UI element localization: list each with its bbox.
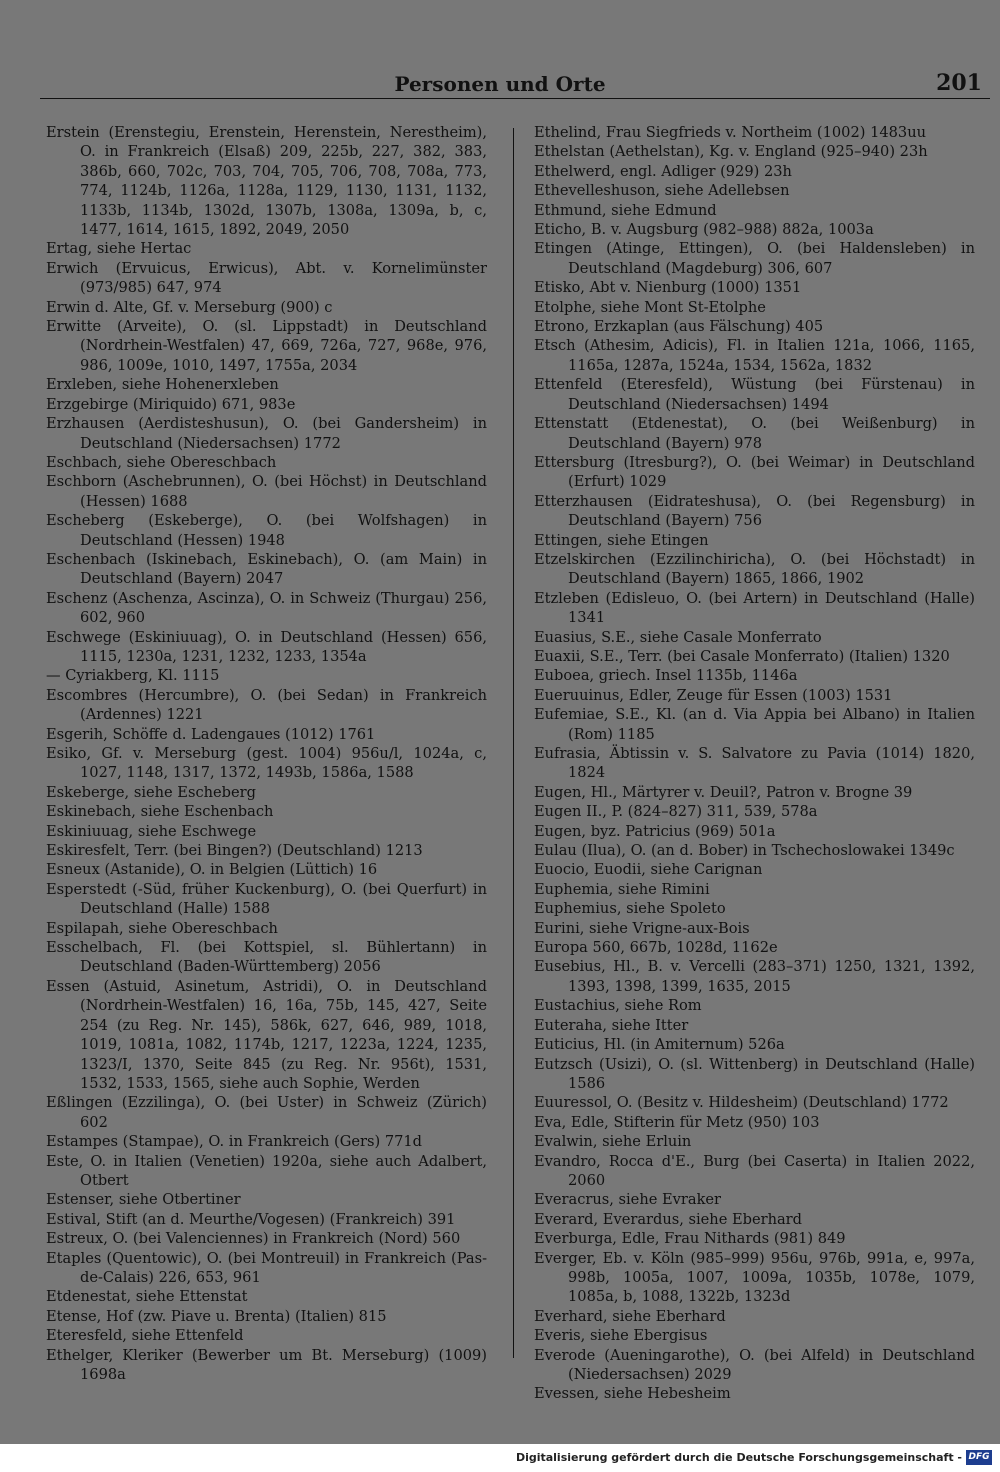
index-entry: Eskinebach, siehe Eschenbach bbox=[46, 803, 274, 821]
index-entry: Escombres (Hercumbre), O. (bei Sedan) in Frankreich (Ardennes) 1221 bbox=[46, 686, 487, 724]
index-column-left bbox=[46, 123, 487, 1384]
index-entry: Estampes (Stampae), O. in Frankreich (Gers) 771d bbox=[46, 1133, 423, 1151]
index-entry: Ettenfeld (Eteresfeld), Wüstung (bei Fürstenau) in Deutschland (Niedersachsen) 1494 bbox=[534, 376, 975, 413]
index-entry: Eßlingen (Ezzilinga), O. (bei Uster) in Schweiz (Zürich) 602 bbox=[46, 1094, 487, 1131]
index-entry: Eufrasia, Äbtissin v. S. Salvatore zu Pavia (1014) 1820, 1824 bbox=[534, 745, 975, 782]
index-entry: Erzhausen (Aerdisteshusun), O. (bei Gandersheim) in Deutschland (Niedersachsen) 1772 bbox=[46, 415, 487, 452]
index-entry: Everger, Eb. v. Köln (985–999) 956u, 976b, 991a, e, 997a, 998b, 1005a, 1007, 1009a, 1035b, 1078e, 1079, 1085a, b, 1088, 1322b, 1323d bbox=[534, 1249, 975, 1306]
index-entry: Etzleben (Edisleuo, O. (bei Artern) in Deutschland (Halle) 1341 bbox=[534, 589, 975, 627]
index-entry: Everhard, siehe Eberhard bbox=[534, 1307, 726, 1325]
index-entry: Etdenestat, siehe Ettenstat bbox=[46, 1288, 248, 1306]
index-entry: Everacrus, siehe Evraker bbox=[534, 1191, 722, 1209]
index-entry: Etrono, Erzkaplan (aus Fälschung) 405 bbox=[534, 318, 824, 336]
index-entry: Escheberg (Eskeberge), O. (bei Wolfshagen) in Deutschland (Hessen) 1948 bbox=[46, 512, 487, 549]
digitization-footer bbox=[0, 1444, 1000, 1472]
dfg-logo: DFG bbox=[966, 1450, 992, 1465]
column-divider bbox=[513, 128, 514, 1358]
index-entry: Esiko, Gf. v. Merseburg (gest. 1004) 956u/l, 1024a, c, 1027, 1148, 1317, 1372, 1493b, 1586a, 1588 bbox=[46, 745, 487, 782]
index-entry: Eschbach, siehe Obereschbach bbox=[46, 453, 277, 471]
index-entry: Eschwege (Eskiniuuag), O. in Deutschland (Hessen) 656, 1115, 1230a, 1231, 1232, 1233, 1354a bbox=[46, 628, 487, 665]
index-entry: Ertag, siehe Hertac bbox=[46, 240, 192, 258]
funding-notice: Digitalisierung gefördert durch die Deutsche Forschungsgemeinschaft - bbox=[515, 1451, 962, 1464]
index-entry: Euasius, S.E., siehe Casale Monferrato bbox=[534, 628, 822, 646]
index-entry: Ettenstatt (Etdenestat), O. (bei Weißenburg) in Deutschland (Bayern) 978 bbox=[534, 415, 975, 452]
index-entry: Euuressol, O. (Besitz v. Hildesheim) (Deutschland) 1772 bbox=[534, 1094, 949, 1112]
index-entry: Euphemius, siehe Spoleto bbox=[534, 900, 726, 918]
index-entry: Evalwin, siehe Erluin bbox=[534, 1133, 692, 1151]
index-entry: Eustachius, siehe Rom bbox=[534, 997, 702, 1015]
index-entry: Euphemia, siehe Rimini bbox=[534, 880, 710, 898]
index-entry: Everard, Everardus, siehe Eberhard bbox=[534, 1210, 802, 1228]
index-entry: Euteraha, siehe Itter bbox=[534, 1016, 689, 1034]
index-entry: Eschenbach (Iskinebach, Eskinebach), O. (am Main) in Deutschland (Bayern) 2047 bbox=[46, 550, 487, 588]
index-entry: Etzelskirchen (Ezzilinchiricha), O. (bei Höchstadt) in Deutschland (Bayern) 1865, 1866, 1902 bbox=[534, 550, 975, 588]
index-entry: Eva, Edle, Stifterin für Metz (950) 103 bbox=[534, 1113, 820, 1131]
index-entry: Everode (Aueningarothe), O. (bei Alfeld) in Deutschland (Niedersachsen) 2029 bbox=[534, 1346, 975, 1383]
index-entry: Erzgebirge (Miriquido) 671, 983e bbox=[46, 395, 296, 413]
index-entry: Erwich (Ervuicus, Erwicus), Abt. v. Kornelimünster (973/985) 647, 974 bbox=[46, 259, 487, 297]
index-entry: Eulau (Ilua), O. (an d. Bober) in Tschechoslowakei 1349c bbox=[534, 842, 955, 860]
index-entry: Erwin d. Alte, Gf. v. Merseburg (900) c bbox=[46, 298, 333, 316]
index-entry: Eueruuinus, Edler, Zeuge für Essen (1003) 1531 bbox=[534, 686, 893, 704]
index-entry: Espilapah, siehe Obereschbach bbox=[46, 919, 278, 937]
index-entry: Eskiniuuag, siehe Eschwege bbox=[46, 822, 257, 840]
index-entry: Essen (Astuid, Asinetum, Astridi), O. in Deutschland (Nordrhein-Westfalen) 16, 16a, 75b, 145, 427, Seite 254 (zu Reg. Nr. 145), 586k, 627, 646, 989, 1018, 1019, 1081a, 1082, 1174b, 1217, 1223a, 1224, 1235, 1323/I, 1370, Seite 845 (zu Reg. Nr. 956t), 1531, 1532, 1533, 1565, siehe auch Sophie, Werden bbox=[46, 977, 487, 1092]
index-entry: Eticho, B. v. Augsburg (982–988) 882a, 1003a bbox=[534, 221, 874, 239]
index-entry: Estenser, siehe Otbertiner bbox=[46, 1191, 241, 1209]
index-entry: Erstein (Erenstegiu, Erenstein, Herenstein, Nerestheim), O. in Frankreich (Elsaß) 209, 225b, 227, 382, 383, 386b, 660, 702c, 703, 704, 705, 706, 708, 708a, 773, 774, 1124b, 1126a, 1128a, 1129, 1130, 1131, 1132, 1133b, 1134b, 1302d, 1307b, 1308a, 1309a, b, c, 1477, 1614, 1615, 1892, 2049, 2050 bbox=[46, 124, 487, 239]
page-number: 201 bbox=[936, 70, 982, 96]
index-entry: Esschelbach, Fl. (bei Kottspiel, sl. Bühlertann) in Deutschland (Baden-Württemberg) 2056 bbox=[46, 939, 487, 976]
index-entry: Eutzsch (Usizi), O. (sl. Wittenberg) in Deutschland (Halle) 1586 bbox=[534, 1055, 975, 1092]
index-entry: Ethmund, siehe Edmund bbox=[534, 201, 717, 219]
index-entry: Eschenz (Aschenza, Ascinza), O. in Schweiz (Thurgau) 256, 602, 960 bbox=[46, 589, 487, 627]
index-column-right bbox=[534, 123, 975, 1404]
index-entry: Euboea, griech. Insel 1135b, 1146a bbox=[534, 667, 798, 685]
index-entry: Eskeberge, siehe Escheberg bbox=[46, 783, 256, 801]
index-entry: Estreux, O. (bei Valenciennes) in Frankreich (Nord) 560 bbox=[46, 1230, 461, 1248]
index-entry: Ettingen, siehe Etingen bbox=[534, 531, 709, 549]
index-entry: Ettersburg (Itresburg?), O. (bei Weimar) in Deutschland (Erfurt) 1029 bbox=[534, 453, 975, 491]
index-entry: Eskiresfelt, Terr. (bei Bingen?) (Deutschland) 1213 bbox=[46, 842, 423, 860]
index-entry: Eufemiae, S.E., Kl. (an d. Via Appia bei Albano) in Italien (Rom) 1185 bbox=[534, 706, 975, 743]
index-entry: Euocio, Euodii, siehe Carignan bbox=[534, 861, 763, 879]
index-entry: Euticius, Hl. (in Amiternum) 526a bbox=[534, 1036, 785, 1054]
index-entry: Euaxii, S.E., Terr. (bei Casale Monferrato) (Italien) 1320 bbox=[534, 647, 950, 665]
index-entry: Evessen, siehe Hebesheim bbox=[534, 1385, 731, 1403]
index-entry: Estival, Stift (an d. Meurthe/Vogesen) (Frankreich) 391 bbox=[46, 1210, 456, 1228]
index-entry: Etisko, Abt v. Nienburg (1000) 1351 bbox=[534, 279, 802, 297]
index-entry: Ethelwerd, engl. Adliger (929) 23h bbox=[534, 162, 792, 180]
index-entry: Eurini, siehe Vrigne-aux-Bois bbox=[534, 919, 750, 937]
index-entry: Everis, siehe Ebergisus bbox=[534, 1327, 708, 1345]
index-entry: Etingen (Atinge, Ettingen), O. (bei Haldensleben) in Deutschland (Magdeburg) 306, 607 bbox=[534, 240, 975, 277]
index-entry: Erwitte (Arveite), O. (sl. Lippstadt) in Deutschland (Nordrhein-Westfalen) 47, 669, 726a, 727, 968e, 976, 986, 1009e, 1010, 1497, 1755a, 2034 bbox=[46, 318, 487, 374]
index-entry: Etense, Hof (zw. Piave u. Brenta) (Italien) 815 bbox=[46, 1307, 387, 1325]
index-entry: Evandro, Rocca d'E., Burg (bei Caserta) in Italien 2022, 2060 bbox=[534, 1152, 975, 1189]
index-entry: Eschborn (Aschebrunnen), O. (bei Höchst) in Deutschland (Hessen) 1688 bbox=[46, 473, 487, 510]
index-entry: Ethevelleshuson, siehe Adellebsen bbox=[534, 182, 790, 200]
index-entry: Etaples (Quentowic), O. (bei Montreuil) in Frankreich (Pas-de-Calais) 226, 653, 961 bbox=[46, 1249, 487, 1286]
index-entry: Erxleben, siehe Hohenerxleben bbox=[46, 376, 279, 394]
index-entry: Eugen II., P. (824–827) 311, 539, 578a bbox=[534, 803, 818, 821]
index-entry: Ethelger, Kleriker (Bewerber um Bt. Merseburg) (1009) 1698a bbox=[46, 1346, 487, 1383]
running-title: Personen und Orte bbox=[394, 72, 606, 96]
index-entry: Este, O. in Italien (Venetien) 1920a, siehe auch Adalbert, Otbert bbox=[46, 1152, 487, 1189]
index-entry: Etterzhausen (Eidrateshusa), O. (bei Regensburg) in Deutschland (Bayern) 756 bbox=[534, 492, 975, 530]
index-entry: Everburga, Edle, Frau Nithards (981) 849 bbox=[534, 1230, 846, 1248]
index-entry: — Cyriakberg, Kl. 1115 bbox=[46, 667, 220, 685]
index-entry: Etsch (Athesim, Adicis), Fl. in Italien 121a, 1066, 1165, 1165a, 1287a, 1524a, 1534, 1562a, 1832 bbox=[534, 337, 975, 374]
index-entry: Etolphe, siehe Mont St-Etolphe bbox=[534, 298, 766, 316]
index-entry: Europa 560, 667b, 1028d, 1162e bbox=[534, 939, 778, 957]
index-entry: Eusebius, Hl., B. v. Vercelli (283–371) 1250, 1321, 1392, 1393, 1398, 1399, 1635, 2015 bbox=[534, 958, 975, 995]
index-entry: Eugen, Hl., Märtyrer v. Deuil?, Patron v. Brogne 39 bbox=[534, 783, 913, 801]
index-entry: Eteresfeld, siehe Ettenfeld bbox=[46, 1327, 244, 1345]
index-entry: Esneux (Astanide), O. in Belgien (Lüttich) 16 bbox=[46, 861, 378, 879]
index-entry: Ethelind, Frau Siegfrieds v. Northeim (1002) 1483uu bbox=[534, 124, 927, 141]
index-entry: Eugen, byz. Patricius (969) 501a bbox=[534, 822, 776, 840]
index-entry: Ethelstan (Aethelstan), Kg. v. England (925–940) 23h bbox=[534, 143, 928, 161]
index-entry: Esperstedt (-Süd, früher Kuckenburg), O. (bei Querfurt) in Deutschland (Halle) 1588 bbox=[46, 880, 487, 918]
index-entry: Esgerih, Schöffe d. Ladengaues (1012) 1761 bbox=[46, 725, 376, 743]
